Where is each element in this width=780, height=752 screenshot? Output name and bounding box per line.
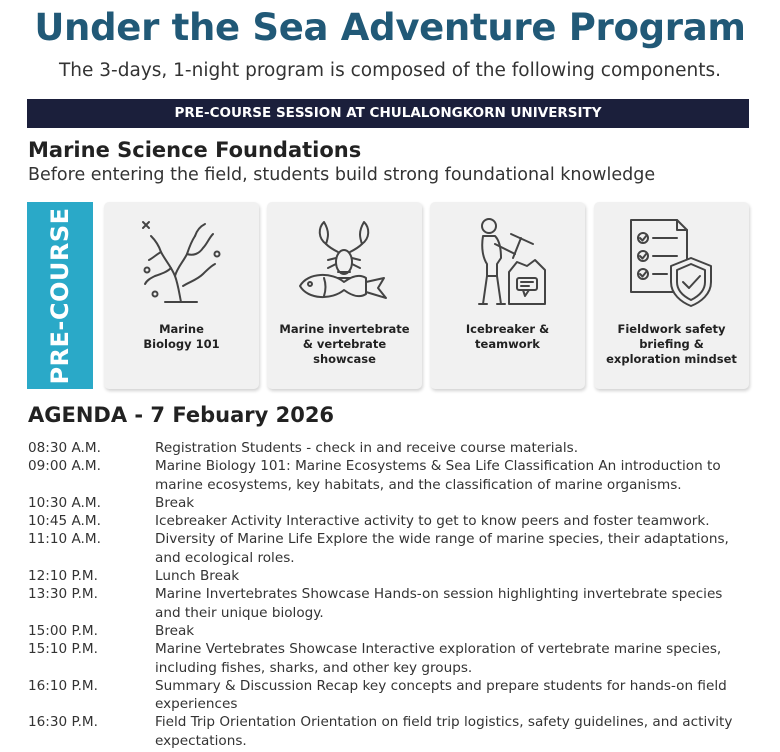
agenda-item bbox=[28, 713, 748, 750]
agenda-item bbox=[28, 494, 748, 512]
agenda-description: Field Trip Orientation Orientation on field trip logistics, safety guidelines, and activity expectations. bbox=[155, 714, 733, 749]
agenda-time: 16:10 P.M. bbox=[28, 677, 98, 694]
section-title: Marine Science Foundations bbox=[28, 138, 362, 162]
agenda-description: Marine Biology 101: Marine Ecosystems & Sea Life Classification An introduction to marine ecosystems, key habitats, and the classification of marine organisms. bbox=[155, 458, 721, 493]
agenda-description: Break bbox=[155, 494, 195, 511]
card-marine-biology bbox=[104, 202, 259, 389]
agenda-description: Diversity of Marine Life Explore the wide range of marine species, their adaptations, and ecological roles. bbox=[155, 531, 729, 566]
agenda-item bbox=[28, 677, 748, 714]
agenda-description: Summary & Discussion Recap key concepts and prepare students for hands-on field experiences bbox=[155, 677, 727, 713]
card-label: Marine Biology 101 bbox=[143, 322, 220, 351]
page-title: Under the Sea Adventure Program bbox=[34, 6, 746, 49]
agenda-item bbox=[28, 640, 748, 677]
agenda-description: Lunch Break bbox=[155, 568, 240, 585]
agenda-description: Marine Invertebrates Showcase Hands-on session highlighting invertebrate species and their unique biology. bbox=[155, 586, 723, 621]
safety-checklist-icon bbox=[621, 214, 721, 310]
agenda-title: AGENDA - 7 Febuary 2026 bbox=[28, 403, 335, 427]
agenda-item bbox=[28, 567, 748, 585]
card-marine-showcase bbox=[267, 202, 422, 389]
agenda-item bbox=[28, 530, 748, 567]
section-subtitle: Before entering the field, students build strong foundational knowledge bbox=[28, 165, 656, 185]
agenda-item bbox=[28, 512, 748, 530]
agenda-item bbox=[28, 439, 748, 457]
agenda-time: 11:10 A.M. bbox=[28, 531, 101, 548]
agenda-description: Break bbox=[155, 622, 195, 639]
page-subtitle: The 3-days, 1-night program is composed of the following components. bbox=[59, 60, 721, 81]
card-label: Fieldwork safety briefing & exploration mindset bbox=[606, 322, 737, 366]
card-icebreaker bbox=[430, 202, 585, 389]
agenda-time: 16:30 P.M. bbox=[28, 714, 98, 731]
agenda-time: 08:30 A.M. bbox=[28, 440, 101, 456]
agenda-description: Registration Students - check in and receive course materials. bbox=[155, 440, 579, 456]
card-fieldwork-safety bbox=[594, 202, 749, 389]
agenda-time: 15:10 P.M. bbox=[28, 641, 98, 658]
session-banner: PRE-COURSE SESSION AT CHULALONGKORN UNIVERSITY bbox=[27, 99, 749, 128]
agenda-description: Marine Vertebrates Showcase Interactive exploration of vertebrate marine species, including fishes, sharks, and other key groups. bbox=[155, 641, 722, 676]
agenda-item bbox=[28, 457, 748, 494]
pre-course-label: PRE-COURSE bbox=[46, 206, 74, 385]
card-label: Icebreaker & teamwork bbox=[465, 322, 550, 351]
card-label: Marine invertebrate & vertebrate showcase bbox=[279, 322, 410, 366]
icebreaker-icon bbox=[457, 214, 557, 310]
agenda-time: 13:30 P.M. bbox=[28, 586, 98, 603]
agenda-time: 10:30 A.M. bbox=[28, 494, 101, 511]
agenda-item bbox=[28, 585, 748, 622]
agenda-time: 09:00 A.M. bbox=[28, 458, 101, 475]
agenda-time: 12:10 P.M. bbox=[28, 568, 98, 585]
pre-course-tab bbox=[27, 202, 93, 389]
agenda-list bbox=[28, 439, 748, 750]
agenda-time: 15:00 P.M. bbox=[28, 622, 98, 639]
agenda-time: 10:45 A.M. bbox=[28, 513, 101, 530]
coral-icon bbox=[131, 214, 231, 310]
lobster-fish-icon bbox=[294, 214, 394, 310]
agenda-item bbox=[28, 622, 748, 640]
agenda-description: Icebreaker Activity Interactive activity to get to know peers and foster teamwork. bbox=[155, 513, 710, 530]
